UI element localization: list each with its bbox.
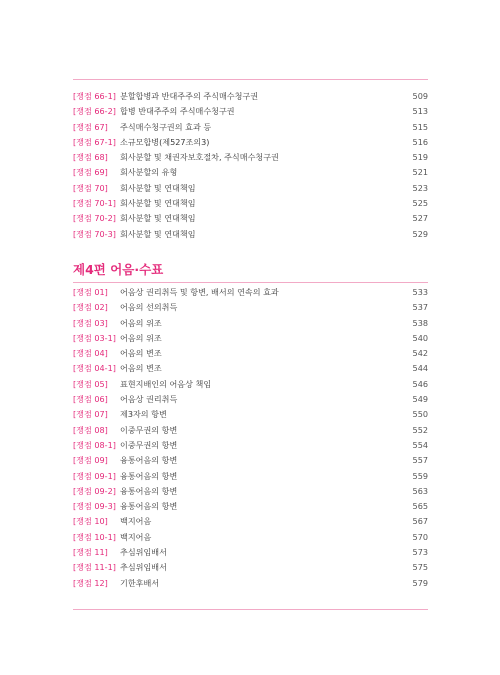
entry-title: 표현지배인의 어음상 책임 [120, 378, 212, 389]
entry-title: 어음상 권리취득 [120, 394, 178, 405]
section-heading: 제4편 어음·수표 [73, 262, 164, 277]
issue-number: [쟁점 69] [73, 167, 108, 178]
toc-entry[interactable] [73, 423, 428, 438]
page-number: 538 [412, 317, 428, 328]
issue-number: [쟁점 01] [73, 287, 108, 297]
entry-title: 회사분할 및 연대책임 [120, 228, 196, 239]
page-number: 579 [412, 577, 428, 588]
page-number: 519 [412, 152, 428, 163]
issue-number: [쟁점 06] [73, 394, 108, 405]
entry-title: 어음의 변조 [120, 348, 162, 359]
toc-entry[interactable] [73, 499, 428, 514]
entry-title: 백지어음 [120, 516, 152, 527]
toc-entry[interactable] [73, 377, 428, 392]
page-number: 525 [412, 198, 428, 209]
page-number: 540 [412, 332, 428, 343]
toc-entry[interactable] [73, 346, 428, 361]
entry-title: 어음의 변조 [120, 363, 162, 374]
entry-title: 소규모합병(제527조의3) [120, 136, 210, 147]
toc-list-part3 [73, 89, 428, 242]
issue-number: [쟁점 03-1] [73, 332, 116, 343]
issue-number: [쟁점 03] [73, 317, 108, 328]
bottom-rule [73, 609, 428, 610]
toc-entry[interactable] [73, 530, 428, 545]
page-number: 516 [412, 136, 428, 147]
page-number: 550 [412, 409, 428, 420]
page-number: 549 [412, 394, 428, 405]
issue-number: [쟁점 09-1] [73, 470, 116, 481]
entry-title: 주식매수청구권의 효과 등 [120, 121, 212, 132]
entry-title: 융통어음의 항변 [120, 485, 178, 496]
page-number: 537 [412, 302, 428, 313]
toc-list-part4 [73, 285, 428, 591]
issue-number: [쟁점 04-1] [73, 363, 116, 374]
entry-title: 회사분할 및 채권자보호절차, 주식매수청구권 [120, 152, 279, 163]
toc-entry[interactable] [73, 196, 428, 211]
toc-entry[interactable] [73, 392, 428, 407]
page-number: 533 [412, 287, 428, 297]
entry-title: 회사분할 및 연대책임 [120, 213, 196, 224]
page-number: 529 [412, 228, 428, 239]
entry-title: 회사분할 및 연대책임 [120, 198, 196, 209]
issue-number: [쟁점 10-1] [73, 531, 116, 542]
issue-number: [쟁점 67] [73, 121, 108, 132]
toc-entry[interactable] [73, 331, 428, 346]
toc-entry[interactable] [73, 227, 428, 242]
toc-entry[interactable] [73, 181, 428, 196]
entry-title: 어음의 선의취득 [120, 302, 178, 313]
toc-entry[interactable] [73, 300, 428, 315]
entry-title: 추심위임배서 [120, 562, 167, 573]
issue-number: [쟁점 09] [73, 455, 108, 466]
entry-title: 이중무권의 항변 [120, 439, 178, 450]
issue-number: [쟁점 66-2] [73, 106, 116, 117]
toc-entry[interactable] [73, 514, 428, 529]
issue-number: [쟁점 09-2] [73, 485, 116, 496]
page-number: 509 [412, 91, 428, 101]
issue-number: [쟁점 05] [73, 378, 108, 389]
entry-title: 백지어음 [120, 531, 152, 542]
issue-number: [쟁점 09-3] [73, 501, 116, 512]
toc-entry[interactable] [73, 104, 428, 119]
toc-entry[interactable] [73, 469, 428, 484]
entry-title: 회사분할의 유형 [120, 167, 178, 178]
toc-entry[interactable] [73, 484, 428, 499]
toc-entry[interactable] [73, 89, 428, 104]
entry-title: 이중무권의 항변 [120, 424, 178, 435]
issue-number: [쟁점 70] [73, 182, 108, 193]
entry-title: 제3자의 항변 [120, 409, 167, 420]
entry-title: 융통어음의 항변 [120, 455, 178, 466]
toc-entry[interactable] [73, 438, 428, 453]
entry-title: 어음의 위조 [120, 317, 162, 328]
issue-number: [쟁점 70-1] [73, 198, 116, 209]
issue-number: [쟁점 02] [73, 302, 108, 313]
entry-title: 융통어음의 항변 [120, 501, 178, 512]
page-number: 554 [412, 439, 428, 450]
page-number: 513 [412, 106, 428, 117]
page-number: 521 [412, 167, 428, 178]
toc-entry[interactable] [73, 135, 428, 150]
issue-number: [쟁점 68] [73, 152, 108, 163]
issue-number: [쟁점 66-1] [73, 91, 116, 101]
page-number: 573 [412, 547, 428, 558]
entry-title: 어음의 위조 [120, 332, 162, 343]
issue-number: [쟁점 11] [73, 547, 108, 558]
page-number: 557 [412, 455, 428, 466]
issue-number: [쟁점 70-2] [73, 213, 116, 224]
issue-number: [쟁점 70-3] [73, 228, 116, 239]
entry-title: 분할합병과 반대주주의 주식매수청구권 [120, 91, 259, 101]
issue-number: [쟁점 08] [73, 424, 108, 435]
page-number: 567 [412, 516, 428, 527]
toc-entry[interactable] [73, 545, 428, 560]
page-number: 546 [412, 378, 428, 389]
page-number: 570 [412, 531, 428, 542]
section-rule [73, 282, 428, 283]
page-number: 527 [412, 213, 428, 224]
page-number: 542 [412, 348, 428, 359]
issue-number: [쟁점 08-1] [73, 439, 116, 450]
toc-entry[interactable] [73, 165, 428, 180]
toc-entry[interactable] [73, 211, 428, 226]
entry-title: 합병 반대주주의 주식매수청구권 [120, 106, 235, 117]
toc-entry[interactable] [73, 453, 428, 468]
page-number: 559 [412, 470, 428, 481]
issue-number: [쟁점 07] [73, 409, 108, 420]
entry-title: 융통어음의 항변 [120, 470, 178, 481]
issue-number: [쟁점 67-1] [73, 136, 116, 147]
issue-number: [쟁점 10] [73, 516, 108, 527]
page-number: 552 [412, 424, 428, 435]
issue-number: [쟁점 04] [73, 348, 108, 359]
entry-title: 기한후배서 [120, 577, 160, 588]
toc-entry[interactable] [73, 150, 428, 165]
page-number: 575 [412, 562, 428, 573]
page-number: 544 [412, 363, 428, 374]
top-rule [73, 79, 428, 80]
toc-entry[interactable] [73, 120, 428, 135]
toc-entry[interactable] [73, 285, 428, 300]
entry-title: 어음상 권리취득 및 항변, 배서의 연속의 효과 [120, 287, 279, 297]
toc-entry[interactable] [73, 316, 428, 331]
page-number: 515 [412, 121, 428, 132]
issue-number: [쟁점 12] [73, 577, 108, 588]
entry-title: 회사분할 및 연대책임 [120, 182, 196, 193]
issue-number: [쟁점 11-1] [73, 562, 116, 573]
toc-entry[interactable] [73, 407, 428, 422]
toc-entry[interactable] [73, 576, 428, 591]
toc-entry[interactable] [73, 560, 428, 575]
entry-title: 추심위임배서 [120, 547, 167, 558]
toc-entry[interactable] [73, 361, 428, 376]
page-number: 523 [412, 182, 428, 193]
page-number: 563 [412, 485, 428, 496]
page-number: 565 [412, 501, 428, 512]
